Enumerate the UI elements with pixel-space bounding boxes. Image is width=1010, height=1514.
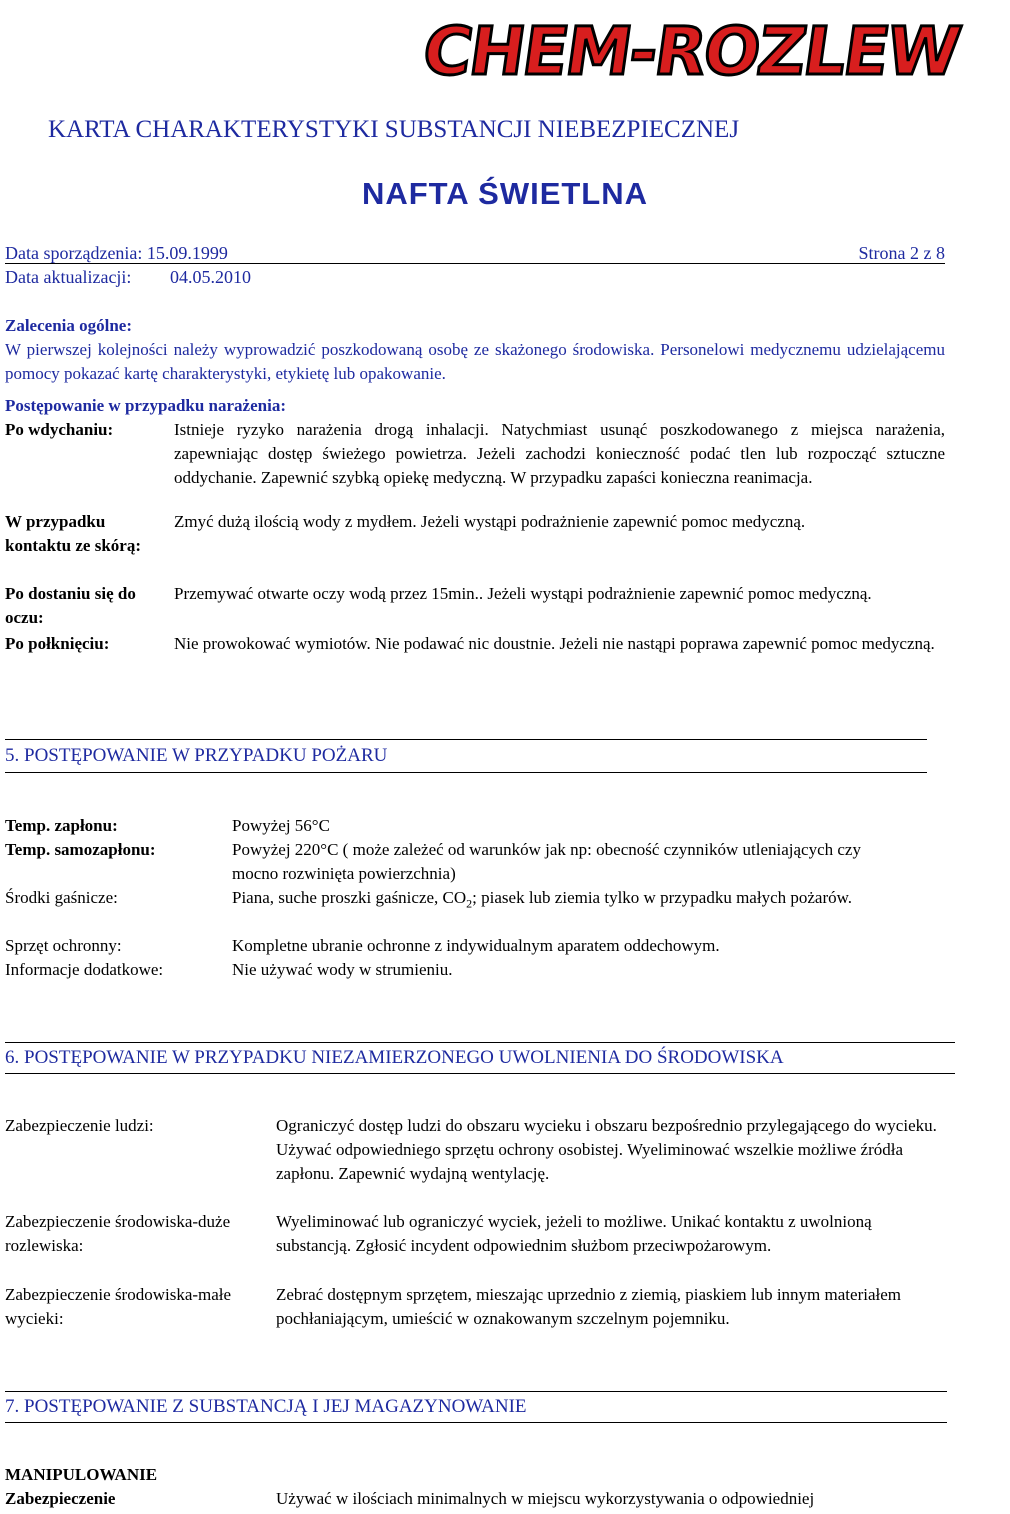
meta-row-updated <box>5 267 945 291</box>
s6-label-small-spills: Zabezpieczenie środowiska-małe wycieki: <box>5 1285 232 1328</box>
section5-rule-top <box>5 739 927 740</box>
section5-rule-bottom <box>5 772 927 773</box>
general-text: W pierwszej kolejności należy wyprowadzić poszkodowaną osobę ze skażonego środowiska. Personelowi medycznemu udzielającemu pomocy pokazać kartę charakterystyki, etykietę lub opakowanie. <box>5 340 945 383</box>
s6-text-large-spills: Wyeliminować lub ograniczyć wyciek, jeżeli to możliwe. Unikać kontaktu z uwolnioną substancją. Zgłosić incydent odpowiednim służbom przeciwpożarowym. <box>276 1212 872 1255</box>
section6-rule-bottom <box>5 1073 955 1074</box>
header-rule <box>5 263 945 264</box>
s6-text-small-spills: Zebrać dostępnym sprzętem, mieszając uprzednio z ziemią, piaskiem lub innym materiałem pochłaniającym, umieścić w oznakowanym szczelnym pojemniku. <box>276 1285 901 1328</box>
product-name: NAFTA ŚWIETLNA <box>361 176 649 211</box>
s5-label-extinguishing: Środki gaśnicze: <box>5 888 118 907</box>
date-updated-label: Data aktualizacji: <box>5 267 132 287</box>
section7-rule-bottom <box>5 1422 947 1423</box>
svg-text:CHEM-ROZLEW: CHEM-ROZLEW <box>418 12 964 90</box>
exposure-heading: Postępowanie w przypadku narażenia: <box>5 396 286 415</box>
section7-rule-top <box>5 1391 947 1392</box>
section5-title: 5. POSTĘPOWANIE W PRZYPADKU POŻARU <box>5 745 388 766</box>
date-created: Data sporządzenia: 15.09.1999 <box>5 243 228 263</box>
s7-label-protection: Zabezpieczenie <box>5 1489 116 1508</box>
row-text-eyes: Przemywać otwarte oczy wodą przez 15min.. Jeżeli wystąpi podrażnienie zapewnić pomoc medyczną. <box>174 584 872 603</box>
date-updated: 04.05.2010 <box>170 267 251 287</box>
s5-label-autoignition: Temp. samozapłonu: <box>5 840 156 859</box>
row-label-eyes: Po dostaniu się do oczu: <box>5 584 136 627</box>
company-logo <box>418 6 964 98</box>
row-label-skin: W przypadku kontaktu ze skórą: <box>5 512 142 555</box>
s5-label-equipment: Sprzęt ochronny: <box>5 936 122 955</box>
row-label-ingestion: Po połknięciu: <box>5 634 110 653</box>
s7-subheading: MANIPULOWANIE <box>5 1465 158 1484</box>
s6-label-large-spills: Zabezpieczenie środowiska-duże rozlewiska: <box>5 1212 231 1255</box>
s6-text-people: Ograniczyć dostęp ludzi do obszaru wycieku i obszaru bezpośrednio przylegającego do wycieku. Używać odpowiedniego sprzętu ochrony osobistej. Wyeliminować wszelkie możliwe źródła zapłonu. Zapewnić wydajną wentylację. <box>276 1116 937 1183</box>
section6-rule-top <box>5 1042 955 1043</box>
s5-text-flash: Powyżej 56°C <box>232 816 330 835</box>
s7-text-protection: Używać w ilościach minimalnych w miejscu wykorzystywania o odpowiedniej <box>276 1489 815 1508</box>
row-label-inhalation: Po wdychaniu: <box>5 420 114 439</box>
s5-text-equipment: Kompletne ubranie ochronne z indywidualnym aparatem oddechowym. <box>232 936 720 955</box>
section7-title: 7. POSTĘPOWANIE Z SUBSTANCJĄ I JEJ MAGAZYNOWANIE <box>5 1396 527 1417</box>
page-number: Strona 2 z 8 <box>858 243 945 263</box>
row-text-ingestion: Nie prowokować wymiotów. Nie podawać nic doustnie. Jeżeli nie nastąpi poprawa zapewnić pomoc medyczną. <box>174 634 935 653</box>
document-title: KARTA CHARAKTERYSTYKI SUBSTANCJI NIEBEZPIECZNEJ <box>48 116 740 143</box>
s5-label-flash: Temp. zapłonu: <box>5 816 118 835</box>
row-text-inhalation: Istnieje ryzyko narażenia drogą inhalacji. Natychmiast usunąć poszkodowanego z miejsca narażenia, zapewniając dostęp świeżego powietrza. Jeżeli zachodzi konieczność podać tlen lub rozpocząć sztuczne oddychanie. Zapewnić szybką opiekę medyczną. W przypadku zapaści konieczna reanimacja. <box>174 420 945 487</box>
s6-label-people: Zabezpieczenie ludzi: <box>5 1116 154 1135</box>
general-heading: Zalecenia ogólne: <box>5 316 133 335</box>
s5-text-extinguishing: Piana, suche proszki gaśnicze, $CO_2$; piasek lub ziemia tylko w przypadku małych pożarów. <box>232 888 853 911</box>
s5-text-autoignition: Powyżej 220°C ( może zależeć od warunków jak np: obecność czynników utleniających czy mocno rozwinięta powierzchnia) <box>232 840 861 883</box>
section6-title: 6. POSTĘPOWANIE W PRZYPADKU NIEZAMIERZONEGO UWOLNIENIA DO ŚRODOWISKA <box>5 1047 784 1068</box>
s5-text-additional: Nie używać wody w strumieniu. <box>232 960 453 979</box>
s5-label-additional: Informacje dodatkowe: <box>5 960 164 979</box>
row-text-skin: Zmyć dużą ilością wody z mydłem. Jeżeli wystąpi podrażnienie zapewnić pomoc medyczną. <box>174 512 806 531</box>
